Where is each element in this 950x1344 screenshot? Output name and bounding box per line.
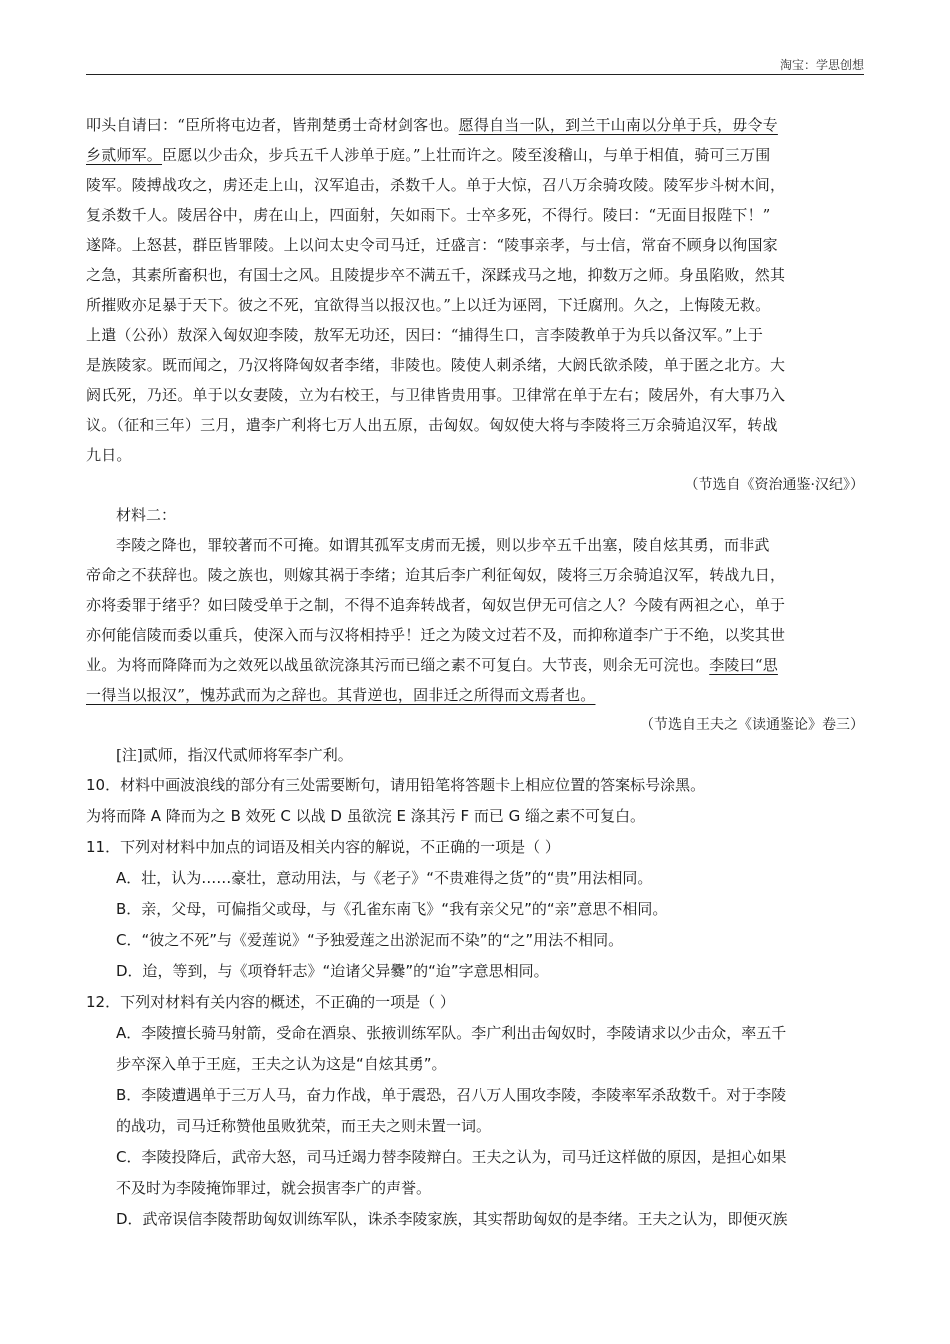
q12-option-b-line-1: B．李陵遭遇单于三万人马，奋力作战，单于震恐，召八万人围攻李陵，李陵率军杀敌数千。对于李陵 xyxy=(116,1086,787,1104)
underlined-text: 一得当以报汉”，愧苏武而为之辞也。其背逆也，固非迁之所得而文焉者也。 xyxy=(86,686,596,704)
m1-line-1: 叩头自请曰：“臣所将屯边者，皆荆楚勇士奇材剑客也。愿得自当一队，到兰干山南以分单于兵，毋令专 xyxy=(86,116,778,134)
question-10 xyxy=(86,770,864,832)
m2-line-1: 李陵之降也，罪较著而不可掩。如谓其孤军支虏而无援，则以步卒五千出塞，陵自炫其勇，而非武 xyxy=(116,536,770,554)
m1-line-12: 九日。 xyxy=(86,446,132,464)
m1-line-6: 之急，其素所畜积也，有国士之风。且陵提步卒不满五千，深蹂戎马之地，抑数万之师。身虽陷败，然其 xyxy=(86,266,786,284)
m1-line-9: 是族陵家。既而闻之，乃汉将降匈奴者李绪，非陵也。陵使人刺杀绪，大阏氏欲杀陵，单于匿之北方。大 xyxy=(86,356,786,374)
m2-line-5: 业。为将而降降而为之效死以战虽欲浣涤其污而已缁之素不可复白。大节丧，则余无可浣也。李陵曰“思 xyxy=(86,656,778,674)
material-one xyxy=(86,110,864,500)
underlined-text: 李陵曰“思 xyxy=(709,656,778,674)
q12-option-c-line-1: C．李陵投降后，武帝大怒，司马迁竭力替李陵辩白。王夫之认为，司马迁这样做的原因，是担心如果 xyxy=(116,1148,787,1166)
q10-title: 10．材料中画波浪线的部分有三处需要断句，请用铅笔将答题卡上相应位置的答案标号涂黑。 xyxy=(86,776,706,794)
m1-line-10: 阏氏死，乃还。单于以女妻陵，立为右校王，与卫律皆贵用事。卫律常在单于左右；陵居外，有大事乃入 xyxy=(86,386,786,404)
m2-label: 材料二： xyxy=(116,506,177,524)
m2-source: （节选自王夫之《读通鉴论》卷三） xyxy=(640,717,864,733)
q11-option-c: C．“彼之不死”与《爱莲说》“予独爱莲之出淤泥而不染”的“之”用法不相同。 xyxy=(116,931,624,949)
q12-option-c-line-2: 不及时为李陵掩饰罪过，就会损害李广的声誉。 xyxy=(116,1179,432,1197)
m1-line-2: 乡贰师军。臣愿以少击众，步兵五千人涉单于庭。”上壮而许之。陵至浚稽山，与单于相值，骑可三万围 xyxy=(86,146,771,164)
m1-line-8: 上遣（公孙）敖深入匈奴迎李陵，敖军无功还，因曰：“捕得生口，言李陵教单于为兵以备汉军。”上于 xyxy=(86,326,764,344)
question-11 xyxy=(86,832,864,987)
q11-option-a: A．壮，认为……豪壮，意动用法，与《老子》“不贵难得之货”的“贵”用法相同。 xyxy=(116,869,653,887)
m1-line-7: 所摧败亦足暴于天下。彼之不死，宜欲得当以报汉也。”上以迁为诬罔，下迁腐刑。久之，上悔陵无救。 xyxy=(86,296,771,314)
m2-line-4: 亦何能信陵而委以重兵，使深入而与汉将相持乎！迁之为陵文过若不及，而抑称道李广于不绝，以奖其世 xyxy=(86,626,786,644)
m1-line-3: 陵军。陵搏战攻之，虏还走上山，汉军追击，杀数千人。单于大惊，召八万余骑攻陵。陵军步斗树木间， xyxy=(86,176,786,194)
m1-source: （节选自《资治通鉴·汉纪》） xyxy=(684,477,864,493)
q12-option-b-line-2: 的战功，司马迁称赞他虽败犹荣，而王夫之则未置一词。 xyxy=(116,1117,492,1135)
q11-title: 11．下列对材料中加点的词语及相关内容的解说，不正确的一项是（ ） xyxy=(86,838,560,856)
header-text: 淘宝：学思创想 xyxy=(779,58,864,72)
q12-title: 12．下列对材料有关内容的概述，不正确的一项是（ ） xyxy=(86,993,455,1011)
m2-line-6 xyxy=(86,680,864,710)
underlined-text: 乡贰师军。 xyxy=(86,146,163,164)
question-12 xyxy=(86,987,864,1235)
m1-line-4: 复杀数千人。陵居谷中，虏在山上，四面射，矢如雨下。士卒多死，不得行。陵曰：“无面目报陛下！” xyxy=(86,206,771,224)
page-header xyxy=(86,56,864,75)
q10-text: 为将而降 A 降而为之 B 效死 C 以战 D 虽欲浣 E 涤其污 F 而已 G 缁之素不可复白。 xyxy=(86,807,646,825)
underlined-text: 愿得自当一队，到兰干山南以分单于兵，毋令专 xyxy=(458,116,778,134)
q11-option-d: D．迨，等到，与《项脊轩志》“迨诸父异爨”的“迨”字意思相同。 xyxy=(116,962,549,980)
m2-line-2: 帝命之不获辞也。陵之族也，则嫁其祸于李绪；迨其后李广利征匈奴，陵将三万余骑追汉军，转战九日， xyxy=(86,566,786,584)
q11-option-b: B．亲，父母，可偏指父或母，与《孔雀东南飞》“我有亲父兄”的“亲”意思不相同。 xyxy=(116,900,668,918)
q12-option-d-line-1: D．武帝误信李陵帮助匈奴训练军队，诛杀李陵家族，其实帮助匈奴的是李绪。王夫之认为，即便灭族 xyxy=(116,1210,788,1228)
m1-line-5: 遂降。上怒甚，群臣皆罪陵。上以问太史令司马迁，迁盛言：“陵事亲孝，与士信，常奋不顾身以徇国家 xyxy=(86,236,778,254)
m1-line-11: 议。（征和三年）三月，遣李广利将七万人出五原，击匈奴。匈奴使大将与李陵将三万余骑追汉军，转战 xyxy=(86,416,778,434)
q12-option-a-line-1: A．李陵擅长骑马射箭，受命在酒泉、张掖训练军队。李广利出击匈奴时，李陵请求以少击众，率五千 xyxy=(116,1024,787,1042)
m2-note: [注]贰师，指汉代贰师将军李广利。 xyxy=(116,746,353,764)
m2-line-3: 亦将委罪于绪乎？如曰陵受单于之制，不得不追奔转战者，匈奴岂伊无可信之人？今陵有两袒之心，单于 xyxy=(86,596,786,614)
q12-option-a-line-2: 步卒深入单于王庭，王夫之认为这是“自炫其勇”。 xyxy=(116,1055,447,1073)
document-body xyxy=(86,110,864,1235)
material-two xyxy=(86,500,864,770)
